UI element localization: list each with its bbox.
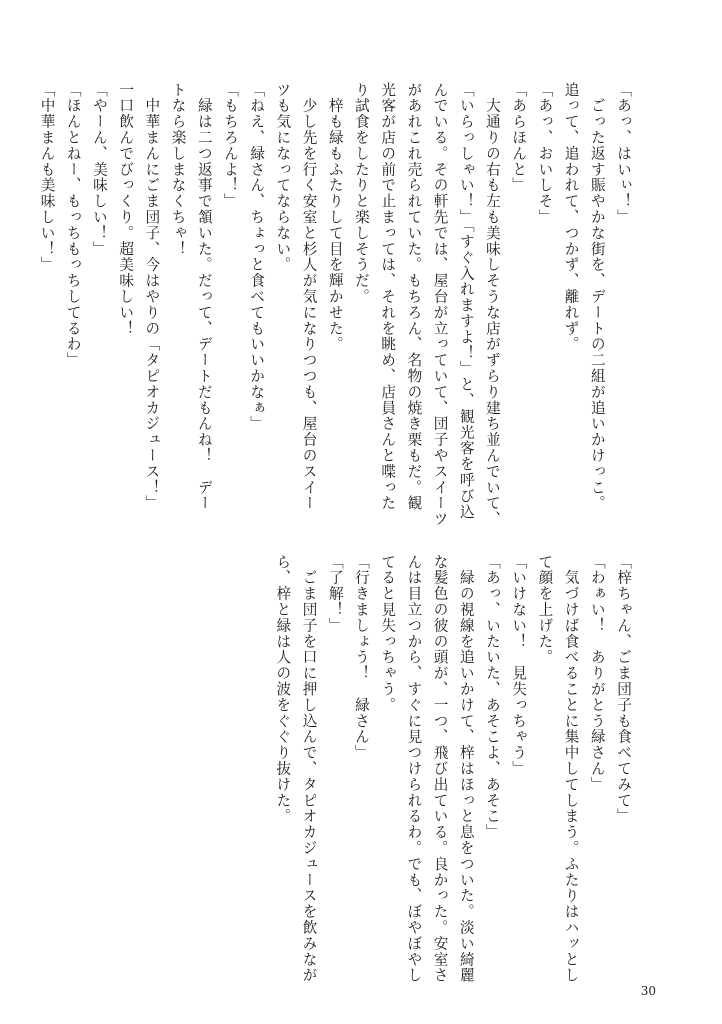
text-line: 「ほんとねー、もっちもっちしてるわ」 xyxy=(64,82,82,369)
text-line: 「ねえ、緑さん、ちょっと食べてもいいかなぁ」 xyxy=(248,82,266,432)
text-line: 「あっ、いたいた、あそこよ、あそこ」 xyxy=(483,554,501,841)
text-line: 「梓ちゃん、ごま団子も食べてみて」 xyxy=(615,554,632,825)
text-line: 「行きましょう！ 緑さん」 xyxy=(352,554,370,761)
text-line: り試食をしたりと楽しそうだ。 xyxy=(352,82,370,305)
text-line: て顔を上げた。 xyxy=(536,554,554,666)
text-line: んは目立つから、すぐに見つけられるわ。でも、ぼやぼやし xyxy=(405,554,423,984)
text-line: 少し先を行く安室と杉人が気になりつつも、屋台のスイー xyxy=(300,82,318,512)
text-line: てると見失っちゃう。 xyxy=(379,554,397,713)
text-line: ごま団子を口に押し込んで、タピオカジュースを飲みなが xyxy=(300,554,318,984)
text-block-lower xyxy=(269,554,636,984)
text-line: 「あらほんと」 xyxy=(510,82,528,194)
text-line: 「あっ、おいしそ」 xyxy=(536,82,554,226)
text-line: 光客が店の前で止まっては、それを眺め、店員さんと喋った xyxy=(379,82,397,512)
text-line: 一口飲んでびっくり。超美味しい！ xyxy=(117,82,135,337)
text-line: 「あっ、はいぃ！」 xyxy=(615,82,632,226)
text-line: 追って、追われて、つかず、離れず。 xyxy=(562,82,580,353)
text-line: 緑の視線を追いかけて、梓はほっと息をついた。淡い綺麗 xyxy=(457,554,475,984)
text-line: 中華まんにごま団子、今はやりの「タピオカジュース！」 xyxy=(143,82,161,512)
text-line: 気づけば食べることに集中してしまう。ふたりはハッとし xyxy=(562,554,580,984)
text-line: 「中華まんも美味しい！」 xyxy=(38,82,56,273)
text-line: 「いらっしゃい！」「すぐ入れますよ！」と、観光客を呼び込 xyxy=(457,82,475,520)
text-line: 「もちろんよ！」 xyxy=(221,82,239,210)
text-line: 大通りの右も左も美味しそうな店がずらり建ち並んでいて、 xyxy=(483,82,501,528)
text-block-upper xyxy=(33,82,636,528)
page-number: 30 xyxy=(640,984,656,998)
text-line: 緑は二つ返事で頷いた。だって、デートだもんね！ デー xyxy=(195,82,213,512)
text-line: トなら楽しまなくちゃ！ xyxy=(169,82,187,257)
text-line: 「わぁい！ ありがとう緑さん」 xyxy=(588,554,606,793)
text-line: ごった返す賑やかな街を、デートの二組が追いかけっこ。 xyxy=(588,82,606,512)
text-line: な髪色の彼の頭が、一つ、飛び出ている。良かった。安室さ xyxy=(431,554,449,984)
text-line: があれこれ売られていた。もちろん、名物の焼き栗もだ。観 xyxy=(405,82,423,512)
text-line: 「いけない！ 見失っちゃう」 xyxy=(510,554,528,777)
text-line: 「やーん、美味しい！」 xyxy=(90,82,108,257)
text-line: ら、梓と緑は人の波をぐぐり抜けた。 xyxy=(274,554,292,825)
text-line: 「了解！」 xyxy=(326,554,344,634)
text-line: んでいる。その軒先では、屋台が立っていて、団子やスイーツ xyxy=(431,82,449,528)
text-line: 梓も緑もふたりして目を輝かせた。 xyxy=(326,82,344,353)
text-line: ツも気になってならない。 xyxy=(274,82,292,273)
